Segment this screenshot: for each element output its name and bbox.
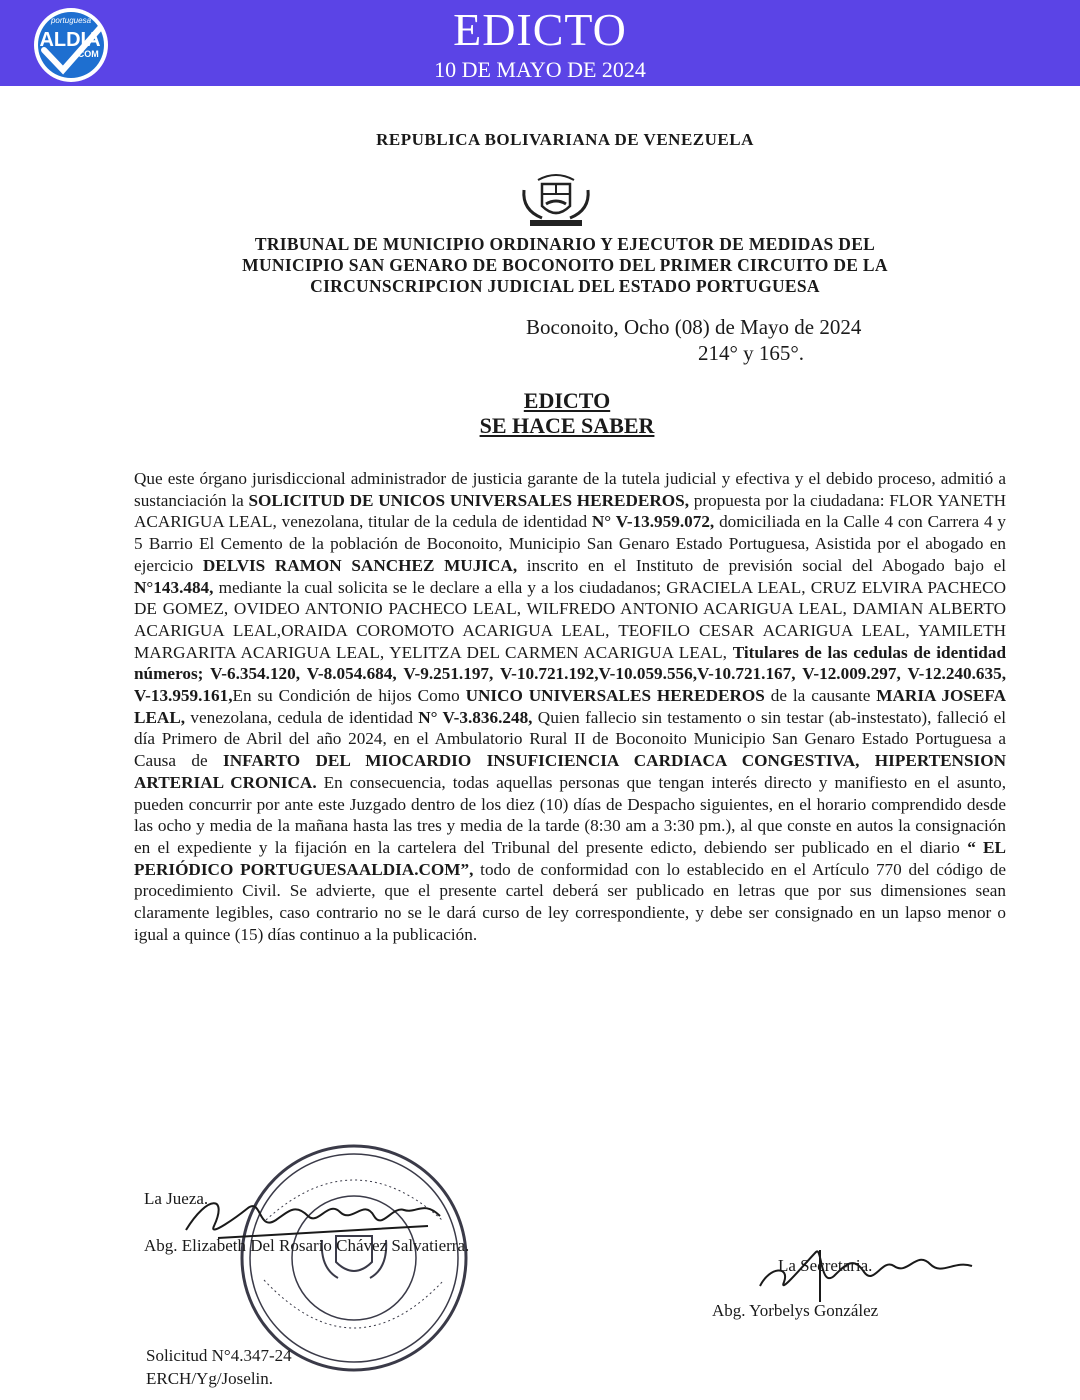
tribunal-line: MUNICIPIO SAN GENARO DE BOCONOITO DEL PRIMER CIRCUITO DE LA [242, 255, 888, 275]
body-bold: DELVIS RAMON SANCHEZ MUJICA, [202, 555, 518, 575]
judge-name: Abg. Elizabeth Del Rosario Chávez Salvatierra. [144, 1236, 470, 1255]
banner-title: EDICTO [453, 4, 627, 55]
place-date: Boconoito, Ocho (08) de Mayo de 2024 [526, 315, 862, 339]
body-bold: N° V-13.959.072, [591, 512, 715, 532]
edict-body: Que este órgano jurisdiccional administrador de justicia garante de la tutela judicial y efectiva y el debido proceso, admitió a sustanciación la SOLICITUD DE UNICOS UNIVERSALES HEREDEROS, propuesta por la ciudadana: FLOR YANETH ACARIGUA LEAL, venezolana, titular de la cedula de identidad N° V-13.959.072, domiciliada en la Calle 4 con Carrera 4 y 5 Barrio El Cemento de la población de Boconoito, Municipio San Genaro Estado Portuguesa, Asistida por el abogado en ejercicio DELVIS RAMON SANCHEZ MUJICA, inscrito en el Instituto de previsión social del Abogado bajo el N°143.484, mediante la cual solicita se le declare a ella y a los ciudadanos; GRACIELA LEAL, CRUZ ELVIRA PACHECO DE GOMEZ, OVIDEO ANTONIO PACHECO LEAL, WILFREDO ANTONIO ACARIGUA LEAL, DAMIAN ALBERTO ACARIGUA LEAL,ORAIDA COROMOTO ACARIGUA LEAL, TEOFILO CESAR ACARIGUA LEAL, YAMILETH MARGARITA ACARIGUA LEAL, YELITZA DEL CARMEN ACARIGUA LEAL, Titulares de las cedulas de identidad números; V-6.354.120, V-8.054.684, V-9.251.197, V-10.721.192,V-10.059.556,V-10.721.167, V-12.009.297, V-12.240.635, V-13.959.161,En su Condición de hijos Como UNICO UNIVERSALES HEREDEROS de la causante MARIA JOSEFA LEAL, venezolana, cedula de identidad N° V-3.836.248, Quien fallecio sin testamento o sin testar (ab-instestato), falleció el día Primero de Abril del año 2024, en el Ambulatorio Rural II de Boconoito Municipio San Genaro Estado Portuguesa a Causa de INFARTO DEL MIOCARDIO INSUFICIENCIA CARDIACA CONGESTIVA, HIPERTENSION ARTERIAL CRONICA. En consecuencia, todas aquellas personas que tengan interés directo y manifiesto en el asunto, pueden concurrir por ante este Juzgado dentro de los diez (10) días de Despacho siguientes, en el horario comprendido desde las ocho y media de la mañana hasta las tres y media de la tarde (8:30 am a 3:30 pm.), al que conste en autos la consignación en el expediente y la fijación en la cartelera del Tribunal del presente edicto, debiendo ser publicado en el diario “ EL PERIÓDICO PORTUGUESAALDIA.COM”, todo de conformidad con lo establecido en el Artículo 770 del código de procedimiento Civil. Se advierte, que el presente cartel deberá ser publicado en letras que por sus dimensiones sean claramente legibles, caso contrario no se le dará curso de ley correspondiente, y debe ser consignado en un lapso menor o igual a quince (15) días continuo a la publicación. [134, 469, 1007, 944]
edict-document [0, 86, 1080, 1400]
coat-of-arms-icon [516, 172, 596, 230]
secretary-label: La Secretaria. [778, 1256, 873, 1275]
body-bold: SOLICITUD DE UNICOS UNIVERSALES HEREDEROS, [248, 490, 690, 510]
body-bold: MARIA JOSEFA LEAL, [134, 686, 1007, 727]
judge-label: La Jueza. [144, 1189, 209, 1208]
secretary-name: Abg. Yorbelys González [712, 1301, 879, 1320]
request-number: Solicitud N°4.347-24 [146, 1346, 292, 1365]
body-bold: UNICO UNIVERSALES HEREDEROS [465, 686, 765, 706]
body-bold: N° V-3.836.248, [418, 707, 533, 727]
header-banner [0, 0, 1080, 86]
era-years: 214° y 165°. [698, 341, 805, 365]
initials: ERCH/Yg/Joselin. [146, 1369, 274, 1388]
svg-text:portuguesa: portuguesa [50, 16, 92, 25]
body-bold: “ EL PERIÓDICO PORTUGUESAALDIA.COM”, [134, 837, 1006, 879]
body-bold: Titulares de las cedulas de identidad números; V-6.354.120, V-8.054.684, V-9.251.197, V-10.721.192,V-10.059.556,V-10.721.167, V-12.009.297, V-12.240.635, V-13.959.161, [134, 642, 1007, 706]
svg-text:.COM: .COM [75, 49, 99, 59]
republic-heading: REPUBLICA BOLIVARIANA DE VENEZUELA [376, 130, 754, 149]
body-bold: N°143.484, [134, 577, 214, 597]
edict-subheading: SE HACE SABER [479, 413, 655, 438]
tribunal-line: TRIBUNAL DE MUNICIPIO ORDINARIO Y EJECUTOR DE MEDIDAS DEL [254, 234, 876, 254]
svg-text:ALDIA: ALDIA [39, 29, 101, 51]
banner-date: 10 DE MAYO DE 2024 [434, 57, 646, 82]
body-bold: INFARTO DEL MIOCARDIO INSUFICIENCIA CARDIACA CONGESTIVA, HIPERTENSION ARTERIAL CRONICA. [134, 751, 1006, 792]
tribunal-heading [130, 234, 1000, 297]
tribunal-line: CIRCUNSCRIPCION JUDICIAL DEL ESTADO PORTUGUESA [310, 276, 820, 296]
edict-heading: EDICTO [523, 388, 611, 413]
court-seal-stamp [236, 1140, 472, 1376]
